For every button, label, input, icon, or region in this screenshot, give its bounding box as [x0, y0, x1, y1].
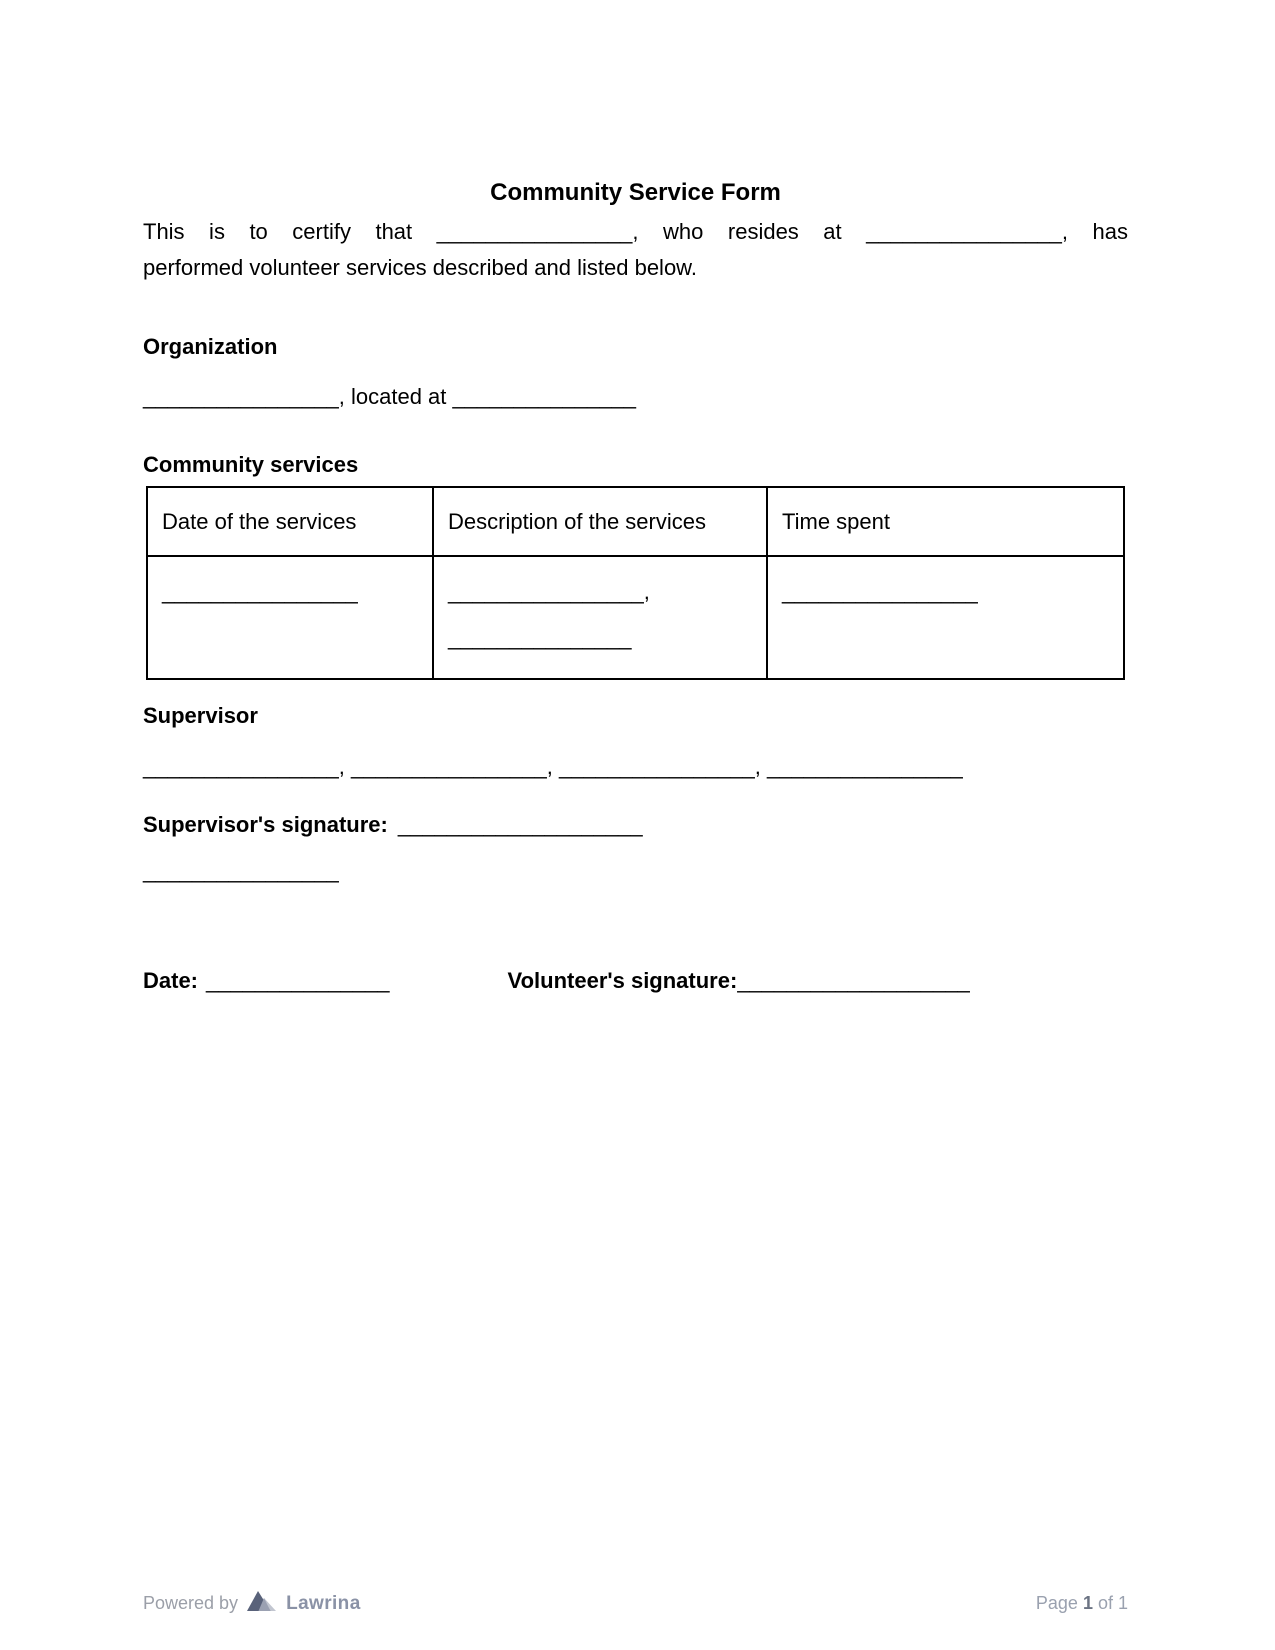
volunteer-signature-label: Volunteer's signature: — [507, 968, 738, 993]
community-services-table — [146, 486, 1125, 680]
column-header-date: Date of the services — [147, 487, 433, 556]
supervisor-heading: Supervisor — [143, 703, 258, 728]
supervisor-signature-blank: ____________________ — [397, 812, 643, 837]
page-footer — [143, 1590, 1128, 1617]
table-header-row — [147, 487, 1124, 556]
date-blank: _______________ — [206, 968, 390, 993]
column-header-time-spent: Time spent — [767, 487, 1124, 556]
powered-by-label: Powered by — [143, 1593, 239, 1613]
page-title: Community Service Form — [490, 179, 781, 206]
volunteer-signature-group — [508, 968, 970, 994]
organization-heading: Organization — [143, 334, 278, 359]
page-indicator-label: Page — [1035, 1593, 1078, 1613]
intro-line-2: performed volunteer services described and listed below. — [143, 255, 697, 280]
volunteer-signature-blank: ___________________ — [737, 968, 970, 993]
page-indicator — [1036, 1593, 1128, 1614]
community-services-heading: Community services — [143, 452, 359, 477]
supervisor-signature-line — [143, 810, 1128, 840]
page-indicator-current: 1 — [1082, 1593, 1093, 1613]
supervisor-blanks-line: ________________, ________________, ________________, ________________ — [143, 754, 963, 779]
supervisor-signature-label: Supervisor's signature: — [143, 812, 388, 837]
powered-by-group — [143, 1590, 361, 1617]
date-label: Date: — [143, 968, 199, 993]
lawrina-brand-name: Lawrina — [286, 1592, 361, 1614]
date-group — [143, 968, 390, 994]
cell-description-blank — [433, 556, 767, 679]
intro-paragraph — [143, 214, 1128, 286]
organization-blank-line: ________________, located at _______________ — [143, 384, 637, 409]
description-blank-line-2: _______________ — [448, 625, 632, 650]
column-header-description: Description of the services — [433, 487, 767, 556]
cell-time-blank: ________________ — [767, 556, 1124, 679]
cell-date-blank: ________________ — [147, 556, 433, 679]
intro-line-1: This is to certify that ________________, who resides at ________________, has — [143, 219, 1128, 244]
lawrina-mountain-logo-icon — [247, 1590, 277, 1617]
supervisor-signature-continuation-blank: ________________ — [143, 858, 339, 883]
description-blank-line-1: ________________, — [448, 579, 650, 604]
page-indicator-total: of 1 — [1097, 1593, 1128, 1613]
table-row — [147, 556, 1124, 679]
signoff-row — [143, 968, 1128, 994]
